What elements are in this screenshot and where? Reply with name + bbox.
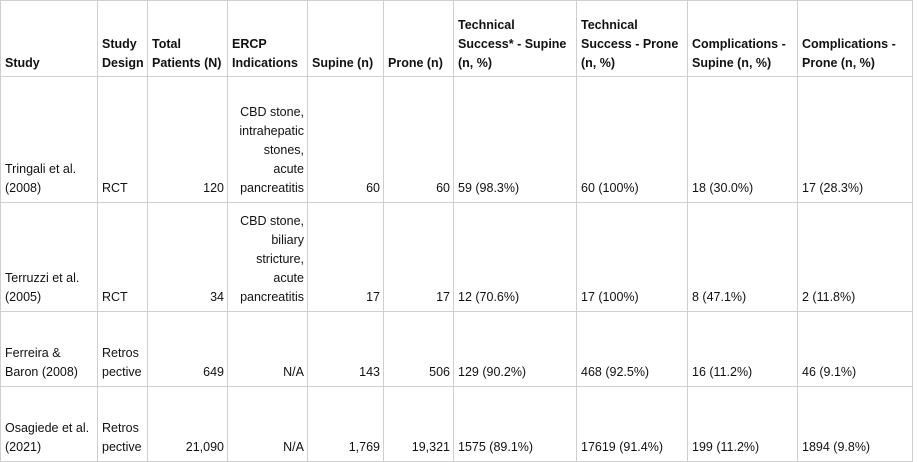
table-row <box>1 203 913 312</box>
cell-study: Osagiede et al. (2021) <box>1 387 98 462</box>
cell-technical-success-supine: 59 (98.3%) <box>454 77 577 203</box>
cell-complications-supine: 199 (11.2%) <box>688 387 798 462</box>
table-row <box>1 77 913 203</box>
cell-ercp-indications: N/A <box>228 387 308 462</box>
cell-supine: 1,769 <box>308 387 384 462</box>
header-study-design: Study Design <box>98 1 148 77</box>
cell-ercp-indications: CBD stone, biliary stricture, acute pancreatitis <box>228 203 308 312</box>
cell-supine: 60 <box>308 77 384 203</box>
cell-complications-supine: 18 (30.0%) <box>688 77 798 203</box>
header-study: Study <box>1 1 98 77</box>
cell-complications-prone: 2 (11.8%) <box>798 203 913 312</box>
cell-technical-success-prone: 17 (100%) <box>577 203 688 312</box>
cell-complications-supine: 16 (11.2%) <box>688 312 798 387</box>
cell-technical-success-prone: 468 (92.5%) <box>577 312 688 387</box>
header-complications-supine: Complications - Supine (n, %) <box>688 1 798 77</box>
header-prone: Prone (n) <box>384 1 454 77</box>
cell-study: Terruzzi et al. (2005) <box>1 203 98 312</box>
cell-technical-success-supine: 12 (70.6%) <box>454 203 577 312</box>
header-total-patients: Total Patients (N) <box>148 1 228 77</box>
cell-prone: 19,321 <box>384 387 454 462</box>
cell-complications-prone: 1894 (9.8%) <box>798 387 913 462</box>
cell-complications-prone: 46 (9.1%) <box>798 312 913 387</box>
header-technical-success-supine: Technical Success* - Supine (n, %) <box>454 1 577 77</box>
cell-total-patients: 34 <box>148 203 228 312</box>
cell-study: Ferreira & Baron (2008) <box>1 312 98 387</box>
cell-supine: 143 <box>308 312 384 387</box>
cell-prone: 17 <box>384 203 454 312</box>
cell-study-design: Retrospective <box>98 312 148 387</box>
cell-technical-success-supine: 1575 (89.1%) <box>454 387 577 462</box>
header-complications-prone: Complications - Prone (n, %) <box>798 1 913 77</box>
cell-prone: 60 <box>384 77 454 203</box>
cell-total-patients: 120 <box>148 77 228 203</box>
cell-total-patients: 21,090 <box>148 387 228 462</box>
cell-ercp-indications: N/A <box>228 312 308 387</box>
header-row <box>1 1 913 77</box>
table-row <box>1 312 913 387</box>
cell-technical-success-supine: 129 (90.2%) <box>454 312 577 387</box>
cell-study-design: RCT <box>98 203 148 312</box>
cell-complications-prone: 17 (28.3%) <box>798 77 913 203</box>
table-row <box>1 387 913 462</box>
cell-prone: 506 <box>384 312 454 387</box>
cell-study-design: RCT <box>98 77 148 203</box>
cell-total-patients: 649 <box>148 312 228 387</box>
header-supine: Supine (n) <box>308 1 384 77</box>
header-ercp-indications: ERCP Indications <box>228 1 308 77</box>
cell-complications-supine: 8 (47.1%) <box>688 203 798 312</box>
cell-technical-success-prone: 17619 (91.4%) <box>577 387 688 462</box>
cell-supine: 17 <box>308 203 384 312</box>
header-technical-success-prone: Technical Success - Prone (n, %) <box>577 1 688 77</box>
cell-ercp-indications: CBD stone, intrahepatic stones, acute pancreatitis <box>228 77 308 203</box>
cell-technical-success-prone: 60 (100%) <box>577 77 688 203</box>
cell-study: Tringali et al. (2008) <box>1 77 98 203</box>
cell-study-design: Retrospective <box>98 387 148 462</box>
